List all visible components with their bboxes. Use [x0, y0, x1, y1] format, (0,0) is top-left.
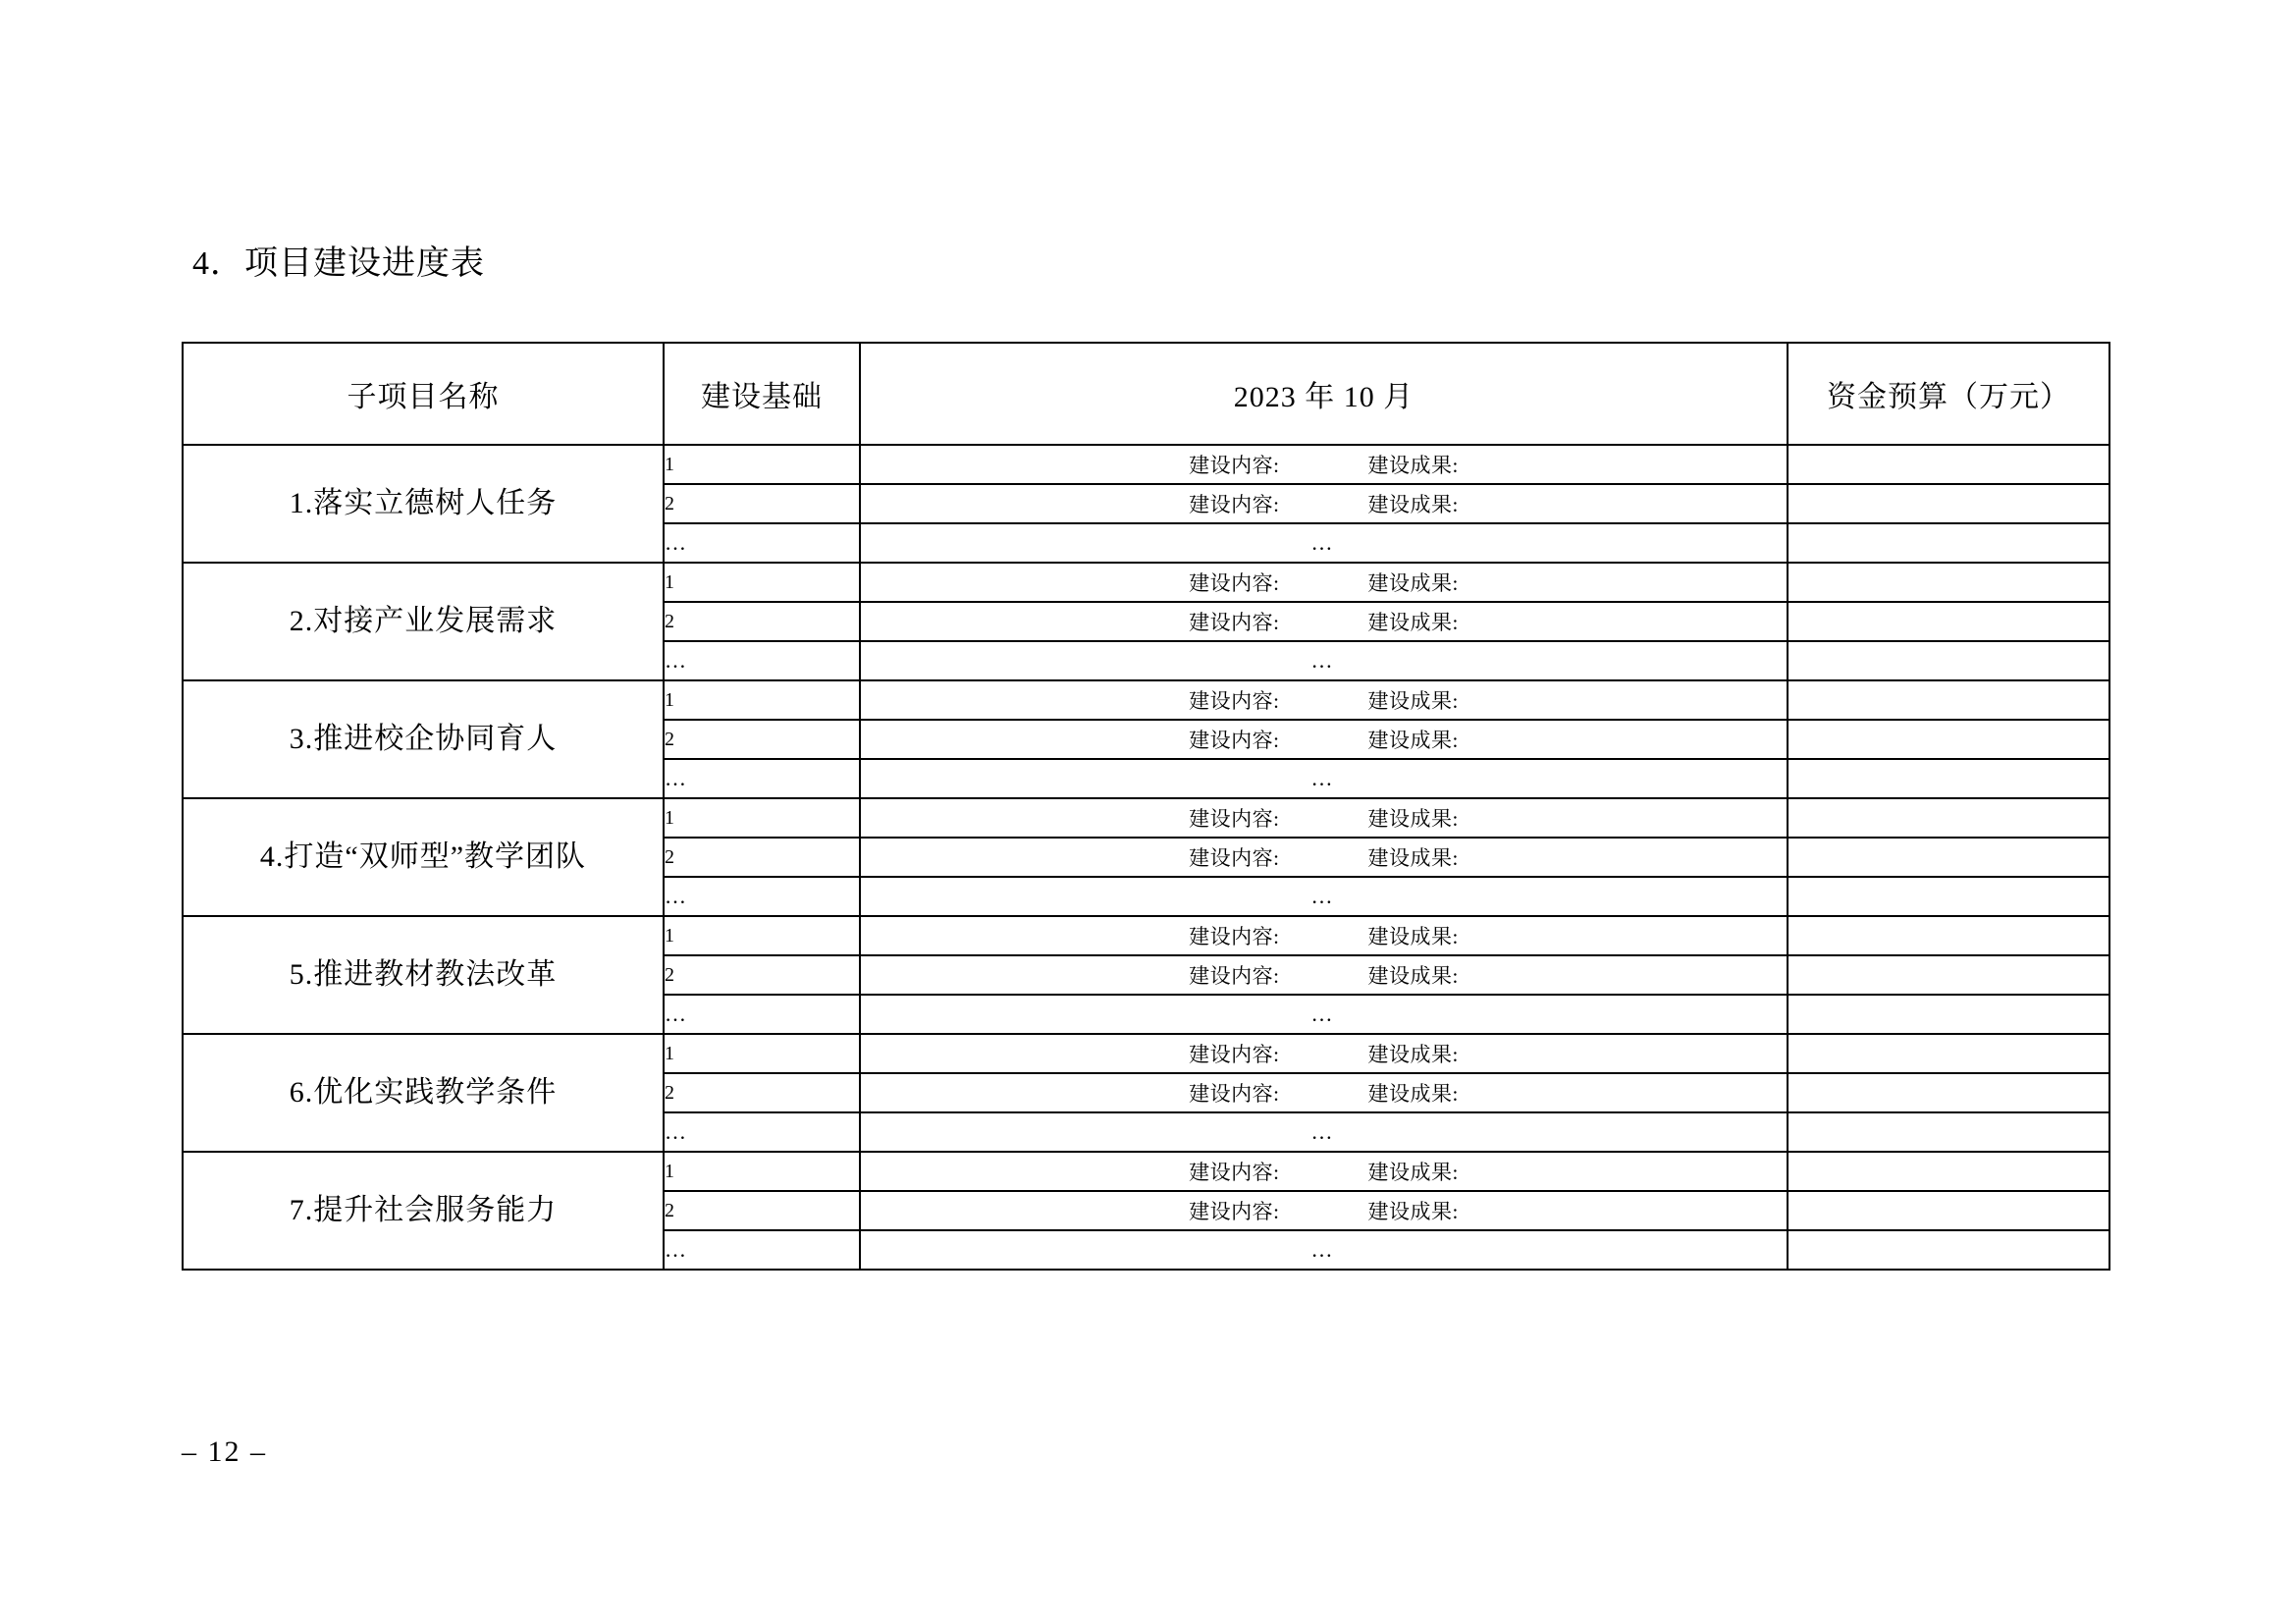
basis-index: 1	[664, 798, 860, 838]
budget-cell	[1788, 523, 2109, 563]
table-row	[183, 680, 2109, 720]
construction-content-label: 建设内容:	[1189, 1043, 1280, 1066]
budget-cell	[1788, 720, 2109, 759]
subproject-name: 4.打造“双师型”教学团队	[183, 798, 664, 916]
construction-content-label: 建设内容:	[1189, 964, 1280, 988]
subproject-name: 7.提升社会服务能力	[183, 1152, 664, 1270]
budget-cell	[1788, 602, 2109, 641]
construction-result-label: 建设成果:	[1367, 611, 1459, 634]
basis-index: 2	[664, 602, 860, 641]
subproject-name: 6.优化实践教学条件	[183, 1034, 664, 1152]
month-detail-ellipsis: …	[860, 877, 1788, 916]
construction-result-label: 建设成果:	[1367, 925, 1459, 948]
budget-cell	[1788, 1191, 2109, 1230]
month-detail-cell	[860, 720, 1788, 759]
basis-index: 2	[664, 838, 860, 877]
budget-cell	[1788, 641, 2109, 680]
month-detail-ellipsis: …	[860, 523, 1788, 563]
page-title: 4．项目建设进度表	[192, 245, 485, 282]
budget-cell	[1788, 916, 2109, 955]
month-detail-ellipsis: …	[860, 641, 1788, 680]
month-detail-cell	[860, 602, 1788, 641]
budget-cell	[1788, 759, 2109, 798]
month-detail-ellipsis: …	[860, 995, 1788, 1034]
construction-result-label: 建设成果:	[1367, 454, 1459, 477]
basis-index-ellipsis: …	[664, 641, 860, 680]
construction-result-label: 建设成果:	[1367, 493, 1459, 516]
month-detail-cell	[860, 838, 1788, 877]
construction-result-label: 建设成果:	[1367, 1043, 1459, 1066]
page-number: – 12 –	[182, 1435, 267, 1468]
construction-content-label: 建设内容:	[1189, 925, 1280, 948]
month-detail-cell	[860, 955, 1788, 995]
basis-index-ellipsis: …	[664, 877, 860, 916]
budget-cell	[1788, 838, 2109, 877]
subproject-name: 5.推进教材教法改革	[183, 916, 664, 1034]
basis-index-ellipsis: …	[664, 1230, 860, 1270]
construction-content-label: 建设内容:	[1189, 807, 1280, 831]
construction-content-label: 建设内容:	[1189, 1200, 1280, 1223]
month-detail-cell	[860, 798, 1788, 838]
budget-cell	[1788, 798, 2109, 838]
basis-index: 1	[664, 1034, 860, 1073]
budget-cell	[1788, 680, 2109, 720]
table-row	[183, 1152, 2109, 1191]
budget-cell	[1788, 995, 2109, 1034]
budget-cell	[1788, 1230, 2109, 1270]
basis-index: 2	[664, 1191, 860, 1230]
project-progress-table	[182, 342, 2110, 1271]
table-header	[183, 343, 2109, 445]
construction-content-label: 建设内容:	[1189, 1082, 1280, 1106]
construction-content-label: 建设内容:	[1189, 611, 1280, 634]
basis-index-ellipsis: …	[664, 759, 860, 798]
column-header-month: 2023 年 10 月	[860, 343, 1788, 445]
basis-index: 1	[664, 1152, 860, 1191]
month-detail-cell	[860, 1034, 1788, 1073]
column-header-basis: 建设基础	[664, 343, 860, 445]
month-detail-ellipsis: …	[860, 1112, 1788, 1152]
table-body	[183, 445, 2109, 1270]
table-row	[183, 563, 2109, 602]
construction-result-label: 建设成果:	[1367, 964, 1459, 988]
construction-result-label: 建设成果:	[1367, 846, 1459, 870]
basis-index: 2	[664, 955, 860, 995]
table-row	[183, 445, 2109, 484]
budget-cell	[1788, 1112, 2109, 1152]
budget-cell	[1788, 1152, 2109, 1191]
month-detail-ellipsis: …	[860, 1230, 1788, 1270]
basis-index: 2	[664, 720, 860, 759]
basis-index: 2	[664, 1073, 860, 1112]
construction-content-label: 建设内容:	[1189, 454, 1280, 477]
table-row	[183, 916, 2109, 955]
month-detail-cell	[860, 1191, 1788, 1230]
construction-result-label: 建设成果:	[1367, 689, 1459, 713]
construction-content-label: 建设内容:	[1189, 729, 1280, 752]
basis-index: 1	[664, 563, 860, 602]
basis-index-ellipsis: …	[664, 523, 860, 563]
month-detail-cell	[860, 1073, 1788, 1112]
construction-result-label: 建设成果:	[1367, 1082, 1459, 1106]
basis-index: 1	[664, 916, 860, 955]
construction-content-label: 建设内容:	[1189, 846, 1280, 870]
budget-cell	[1788, 955, 2109, 995]
construction-result-label: 建设成果:	[1367, 571, 1459, 595]
budget-cell	[1788, 1034, 2109, 1073]
month-detail-cell	[860, 1152, 1788, 1191]
construction-content-label: 建设内容:	[1189, 689, 1280, 713]
budget-cell	[1788, 563, 2109, 602]
column-header-subproject: 子项目名称	[183, 343, 664, 445]
month-detail-cell	[860, 445, 1788, 484]
construction-content-label: 建设内容:	[1189, 1161, 1280, 1184]
budget-cell	[1788, 445, 2109, 484]
construction-result-label: 建设成果:	[1367, 1161, 1459, 1184]
month-detail-cell	[860, 484, 1788, 523]
construction-result-label: 建设成果:	[1367, 729, 1459, 752]
basis-index: 1	[664, 445, 860, 484]
subproject-name: 3.推进校企协同育人	[183, 680, 664, 798]
budget-cell	[1788, 877, 2109, 916]
subproject-name: 1.落实立德树人任务	[183, 445, 664, 563]
column-header-budget: 资金预算（万元）	[1788, 343, 2109, 445]
budget-cell	[1788, 1073, 2109, 1112]
month-detail-cell	[860, 680, 1788, 720]
table-row	[183, 1034, 2109, 1073]
table-row	[183, 798, 2109, 838]
budget-cell	[1788, 484, 2109, 523]
table-header-row	[183, 343, 2109, 445]
basis-index: 1	[664, 680, 860, 720]
basis-index-ellipsis: …	[664, 1112, 860, 1152]
month-detail-cell	[860, 563, 1788, 602]
construction-content-label: 建设内容:	[1189, 571, 1280, 595]
basis-index-ellipsis: …	[664, 995, 860, 1034]
month-detail-ellipsis: …	[860, 759, 1788, 798]
month-detail-cell	[860, 916, 1788, 955]
basis-index: 2	[664, 484, 860, 523]
subproject-name: 2.对接产业发展需求	[183, 563, 664, 680]
construction-content-label: 建设内容:	[1189, 493, 1280, 516]
construction-result-label: 建设成果:	[1367, 807, 1459, 831]
construction-result-label: 建设成果:	[1367, 1200, 1459, 1223]
